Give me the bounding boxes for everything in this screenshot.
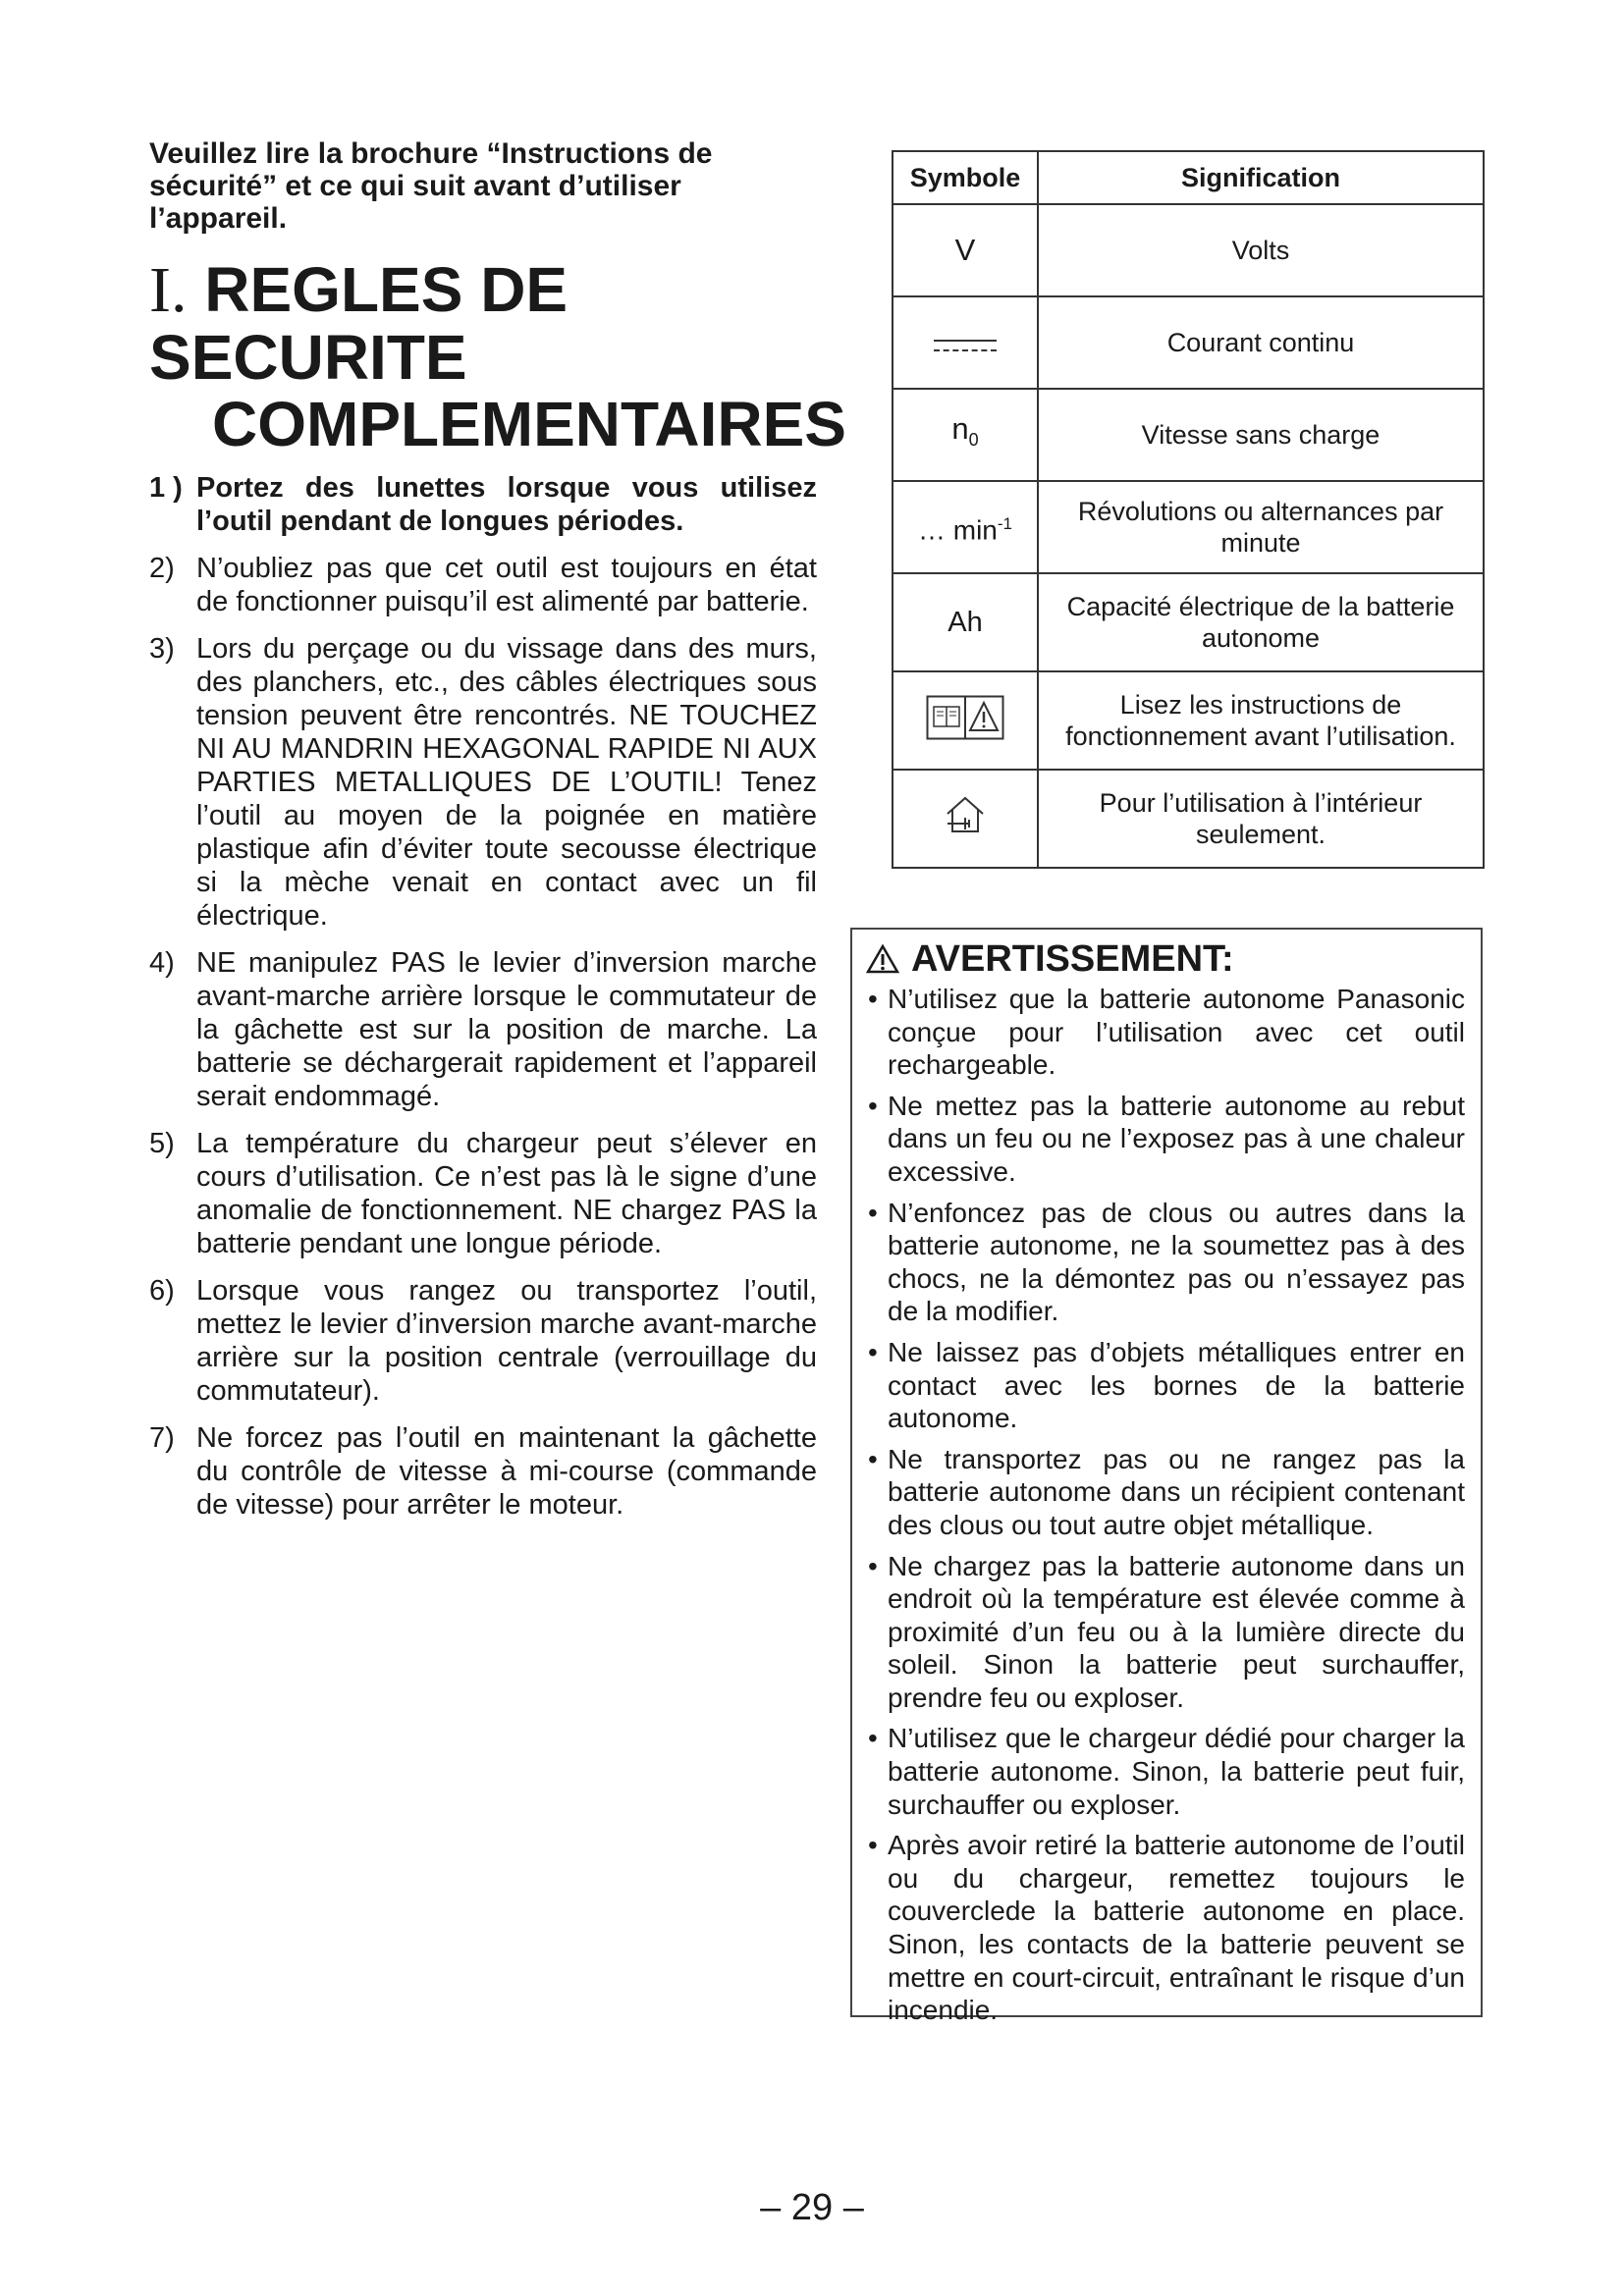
rule-text: La température du chargeur peut s’élever en cours d’utilisation. Ce n’est pas là le signe d’une anomalie de fonctionnement. NE chargez PAS la batterie pendant une longue période. bbox=[196, 1128, 817, 1259]
symbol-column-header: Symbole bbox=[893, 151, 1038, 204]
amp-hour-symbol: Ah bbox=[893, 573, 1038, 671]
warning-item-text: N’utilisez que la batterie autonome Panasonic conçue pour l’utilisation avec cet outil rechargeable. bbox=[888, 984, 1465, 1081]
table-row bbox=[893, 389, 1484, 481]
direct-current-symbol-cell bbox=[893, 296, 1038, 389]
volts-meaning: Volts bbox=[1038, 204, 1484, 296]
warning-item-text: Ne mettez pas la batterie autonome au rebut dans un feu ou ne l’exposez pas à une chaleur excessive. bbox=[888, 1090, 1465, 1187]
warning-heading-text: AVERTISSEMENT: bbox=[911, 938, 1234, 980]
warning-item bbox=[866, 983, 1481, 1082]
table-row bbox=[893, 770, 1484, 868]
indoor-use-symbol-cell bbox=[893, 770, 1038, 868]
no-load-speed-symbol bbox=[893, 389, 1038, 481]
rule-text: NE manipulez PAS le levier d’inversion marche avant-marche arrière lorsque le commutateur de la gâchette est sur la position de marche. La batterie se déchargerait rapidement et l’appareil serait endommagé. bbox=[196, 947, 817, 1112]
warning-bullet: • bbox=[868, 1090, 878, 1121]
warning-item-text: Ne transportez pas ou ne rangez pas la batterie autonome dans un récipient contenant des clous ou tout autre objet métallique. bbox=[888, 1443, 1465, 1540]
rule-item bbox=[149, 946, 817, 1113]
table-row bbox=[893, 296, 1484, 389]
no-load-speed-subscript: 0 bbox=[968, 430, 979, 451]
rule-text: Lorsque vous rangez ou transportez l’outil, mettez le levier d’inversion marche avant-marche arrière sur la position centrale (verrouillage du commutateur). bbox=[196, 1275, 817, 1407]
rule-number: 5) bbox=[149, 1128, 175, 1159]
amp-hour-meaning: Capacité électrique de la batterie autonome bbox=[1038, 573, 1484, 671]
warning-bullet: • bbox=[868, 1723, 878, 1754]
rule-number: 3) bbox=[149, 633, 175, 665]
direct-current-icon bbox=[934, 340, 997, 351]
warning-bullet: • bbox=[868, 1197, 878, 1228]
rule-number: 1 ) bbox=[149, 472, 183, 504]
rpm-meaning: Révolutions ou alternances par minute bbox=[1038, 481, 1484, 573]
warning-box bbox=[850, 928, 1483, 2026]
warning-item bbox=[866, 1197, 1481, 1328]
warning-list bbox=[866, 983, 1481, 2027]
direct-current-meaning: Courant continu bbox=[1038, 296, 1484, 389]
rule-item bbox=[149, 552, 817, 618]
table-header-row bbox=[893, 151, 1484, 204]
read-manual-warning-icon bbox=[926, 695, 1004, 740]
rule-item bbox=[149, 632, 817, 933]
rule-number: 7) bbox=[149, 1422, 175, 1454]
rule-item bbox=[149, 1274, 817, 1408]
warning-triangle-icon bbox=[866, 944, 899, 974]
warning-bullet: • bbox=[868, 1336, 878, 1367]
warning-item-text: N’utilisez que le chargeur dédié pour charger la batterie autonome. Sinon, la batterie peut fuir, surchauffer ou exploser. bbox=[888, 1723, 1465, 1820]
rpm-symbol-text: … min bbox=[917, 514, 998, 546]
section-title-line1: REGLES DE SECURITE bbox=[149, 254, 568, 393]
warning-item-text: Après avoir retiré la batterie autonome de l’outil ou du chargeur, remettez toujours le couverclede la batterie autonome en place. Sinon, les contacts de la batterie peuvent se mettre en court-circuit, entraînant le risque d’un incendie. bbox=[888, 1830, 1465, 2026]
table-row bbox=[893, 481, 1484, 573]
warning-bullet: • bbox=[868, 1443, 878, 1474]
rule-item bbox=[149, 1127, 817, 1260]
no-load-speed-letter: n bbox=[951, 411, 969, 447]
warning-item bbox=[866, 1550, 1481, 1715]
safety-rules-list bbox=[149, 471, 817, 1522]
indoor-use-meaning: Pour l’utilisation à l’intérieur seulement. bbox=[1038, 770, 1484, 868]
rpm-superscript: -1 bbox=[997, 513, 1013, 533]
table-row bbox=[893, 573, 1484, 671]
volts-symbol: V bbox=[893, 204, 1038, 296]
rule-number: 2) bbox=[149, 553, 175, 584]
warning-item bbox=[866, 1336, 1481, 1435]
rule-item bbox=[149, 471, 817, 538]
warning-bullet: • bbox=[868, 1830, 878, 1861]
table-row bbox=[893, 204, 1484, 296]
section-title bbox=[149, 254, 846, 459]
warning-item bbox=[866, 1443, 1481, 1542]
rule-item bbox=[149, 1421, 817, 1522]
warning-bullet: • bbox=[868, 984, 878, 1014]
rule-text: Portez des lunettes lorsque vous utilisez l’outil pendant de longues périodes. bbox=[196, 472, 817, 537]
left-column bbox=[149, 137, 846, 1535]
page-number: – 29 – bbox=[760, 2187, 864, 2228]
rule-text: N’oubliez pas que cet outil est toujours en état de fonctionner puisqu’il est alimenté par batterie. bbox=[196, 553, 817, 617]
rule-text: Lors du perçage ou du vissage dans des murs, des planchers, etc., des câbles électriques sous tension peuvent être rencontrés. NE TOUCHEZ NI AU MANDRIN HEXAGONAL RAPIDE NI AUX PARTIES METALLIQUES DE L’OUTIL! Tenez l’outil au moyen de la poignée en matière plastique afin d’éviter toute secousse électrique si la mèche venait en contact avec un fil électrique. bbox=[196, 633, 817, 932]
warning-heading bbox=[866, 937, 1481, 981]
warning-item bbox=[866, 1722, 1481, 1821]
read-manual-meaning: Lisez les instructions de fonctionnement avant l’utilisation. bbox=[1038, 671, 1484, 770]
warning-item bbox=[866, 1090, 1481, 1189]
rule-number: 6) bbox=[149, 1275, 175, 1307]
intro-note: Veuillez lire la brochure “Instructions de sécurité” et ce qui suit avant d’utiliser l’appareil. bbox=[149, 137, 713, 235]
read-manual-symbol-cell bbox=[893, 671, 1038, 770]
table-row bbox=[893, 671, 1484, 770]
warning-bullet: • bbox=[868, 1550, 878, 1581]
warning-item-text: N’enfoncez pas de clous ou autres dans la batterie autonome, ne la soumettez pas à des chocs, ne la démontez pas ou n’essayez pas de la modifier. bbox=[888, 1197, 1465, 1327]
meaning-column-header: Signification bbox=[1038, 151, 1484, 204]
warning-item-text: Ne laissez pas d’objets métalliques entrer en contact avec les bornes de la batterie autonome. bbox=[888, 1336, 1465, 1434]
rule-number: 4) bbox=[149, 947, 175, 979]
indoor-use-house-icon bbox=[944, 794, 987, 837]
no-load-speed-meaning: Vitesse sans charge bbox=[1038, 389, 1484, 481]
symbol-table bbox=[892, 150, 1485, 869]
warning-item bbox=[866, 1829, 1481, 2027]
rule-text: Ne forcez pas l’outil en maintenant la gâchette du contrôle de vitesse à mi-course (commande de vitesse) pour arrêter le moteur. bbox=[196, 1422, 817, 1521]
rpm-symbol bbox=[893, 481, 1038, 573]
section-title-line2: COMPLEMENTAIRES bbox=[212, 389, 846, 459]
section-numeral: I. bbox=[149, 254, 188, 326]
warning-item-text: Ne chargez pas la batterie autonome dans un endroit où la température est élevée comme à proximité d’un feu ou à la lumière directe du soleil. Sinon la batterie peut surchauffer, prendre feu ou exploser. bbox=[888, 1550, 1465, 1713]
